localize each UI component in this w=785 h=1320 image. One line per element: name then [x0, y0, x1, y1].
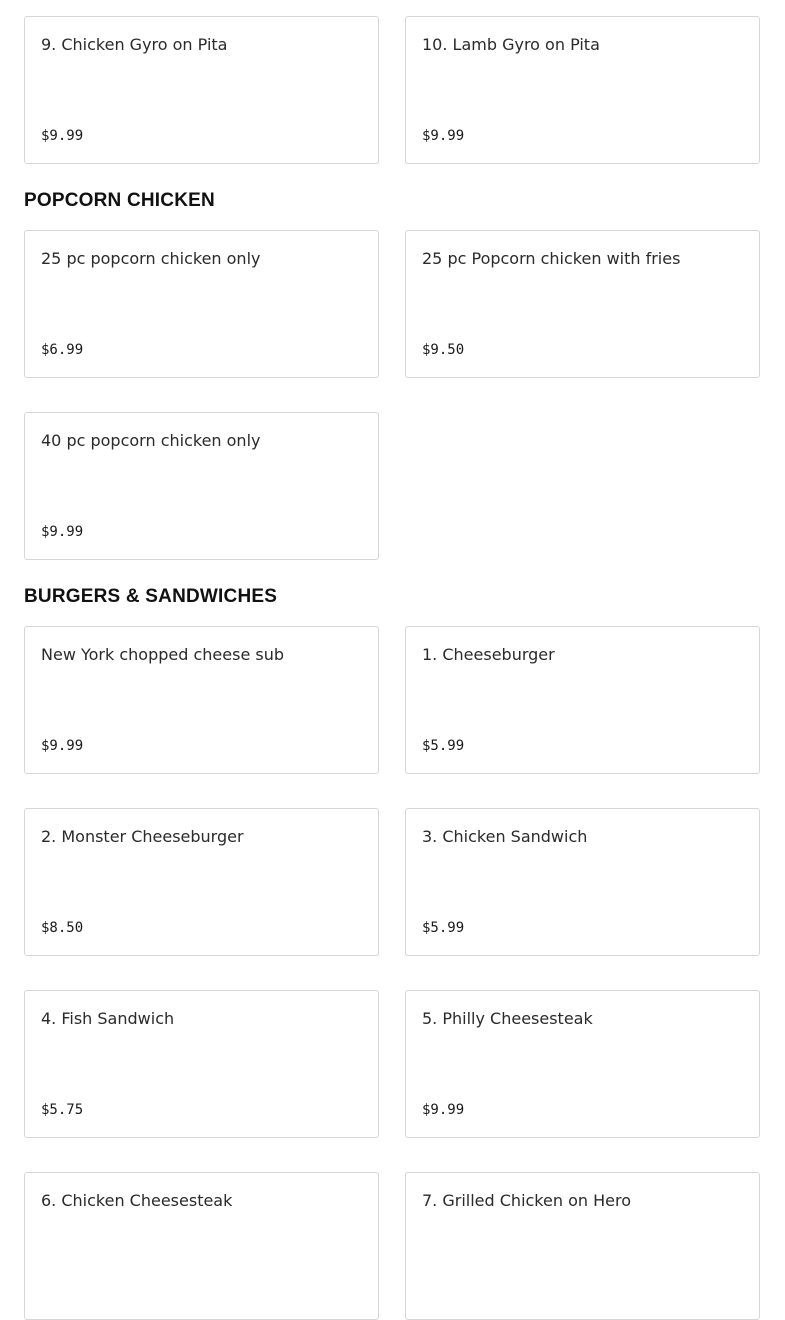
menu-item-name: 9. Chicken Gyro on Pita: [41, 35, 228, 54]
menu-item-name: 25 pc popcorn chicken only: [41, 249, 261, 268]
menu-item-card[interactable]: [405, 626, 760, 774]
menu-item-price: $5.99: [422, 920, 465, 936]
menu-item-price: $5.99: [422, 738, 465, 754]
menu-item-name: 4. Fish Sandwich: [41, 1009, 175, 1028]
menu-item-name: New York chopped cheese sub: [41, 645, 284, 664]
menu-item-name: 1. Cheeseburger: [422, 645, 555, 664]
menu-item-name: 2. Monster Cheeseburger: [41, 827, 244, 846]
menu-item-price: $9.99: [41, 738, 84, 754]
menu-item-name: 10. Lamb Gyro on Pita: [422, 35, 600, 54]
menu-item-price: $8.50: [41, 920, 84, 936]
menu-item-name: 5. Philly Cheesesteak: [422, 1009, 593, 1028]
menu-item-name: 25 pc Popcorn chicken with fries: [422, 249, 681, 268]
menu-item-card[interactable]: [405, 1172, 760, 1320]
menu-item-price: $9.50: [422, 342, 465, 358]
menu-item-price: $9.99: [422, 1102, 465, 1118]
menu-item-card[interactable]: [24, 808, 379, 956]
menu-item-price: $9.99: [422, 128, 465, 144]
menu-item-price: $6.99: [41, 342, 84, 358]
menu-item-name: 3. Chicken Sandwich: [422, 827, 588, 846]
menu-item-card[interactable]: [24, 990, 379, 1138]
menu-item-price: $9.99: [41, 128, 84, 144]
menu-item-name: 40 pc popcorn chicken only: [41, 431, 261, 450]
menu-item-name: 7. Grilled Chicken on Hero: [422, 1191, 631, 1210]
menu-item-card[interactable]: [24, 230, 379, 378]
menu-item-price: $9.99: [41, 524, 84, 540]
menu-item-card[interactable]: [405, 990, 760, 1138]
menu-item-card[interactable]: [24, 1172, 379, 1320]
section-title-popcorn-chicken: POPCORN CHICKEN: [24, 190, 215, 211]
menu-item-card[interactable]: [24, 626, 379, 774]
menu-item-card[interactable]: [405, 16, 760, 164]
menu-item-card[interactable]: [405, 230, 760, 378]
menu-item-name: 6. Chicken Cheesesteak: [41, 1191, 233, 1210]
section-title-burgers-sandwiches: BURGERS & SANDWICHES: [24, 586, 278, 607]
menu-item-price: $5.75: [41, 1102, 84, 1118]
menu-item-card[interactable]: [405, 808, 760, 956]
menu-item-card[interactable]: [24, 412, 379, 560]
menu-item-card[interactable]: [24, 16, 379, 164]
